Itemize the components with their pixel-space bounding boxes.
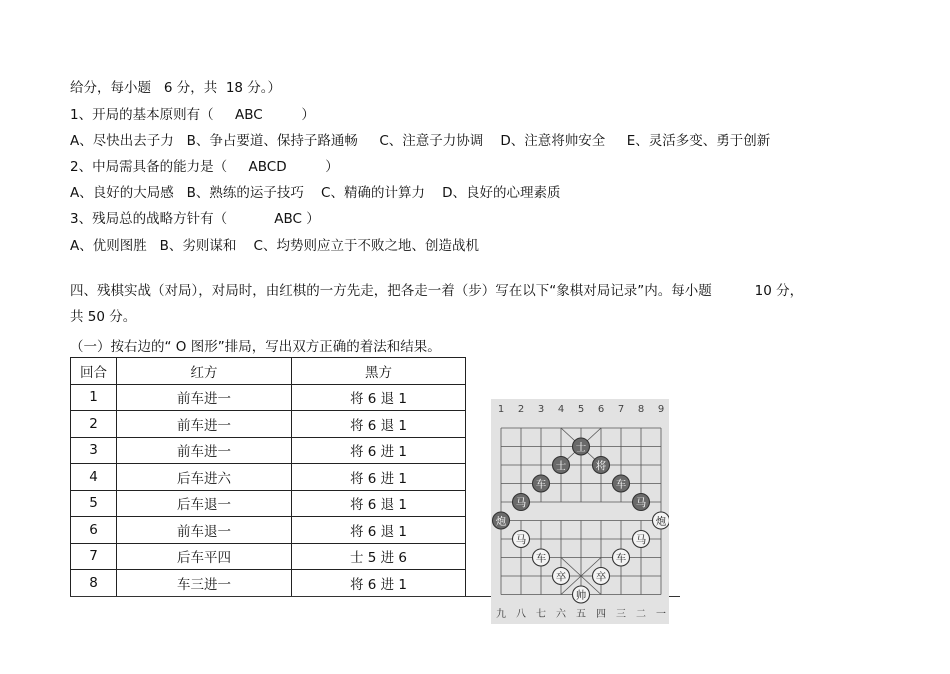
round-cell: 3	[71, 437, 117, 464]
piece-label: 马	[515, 496, 527, 509]
file-label-top: 1	[497, 404, 505, 415]
round-cell: 4	[71, 464, 117, 491]
section-4-heading: 四、残棋实战（对局），对局时，由红棋的一方先走，把各走一着（步）写在以下“象棋对局记录”内。每小题 10 分，	[70, 283, 804, 299]
round-cell: 5	[71, 490, 117, 517]
intro-line: 给分，每小题 6 分，共 18 分。）	[70, 80, 282, 96]
piece-label: 士	[575, 441, 587, 454]
question-1-options: A、尽快出去子力 B、争占要道、保持子路通畅 C、注意子力协调 D、注意将帅安全 E、灵活多变、勇于创新	[70, 133, 771, 149]
piece-label: 车	[615, 552, 627, 565]
red-move-cell: 车三进一	[117, 570, 292, 597]
piece-label: 卒	[595, 570, 607, 583]
question-3: 3、残局总的战略方针有（ ABC ）	[70, 211, 320, 227]
piece-label: 炮	[655, 515, 667, 528]
piece-label: 卒	[555, 570, 567, 583]
table-row	[71, 437, 466, 464]
table-row	[71, 384, 466, 411]
file-label-bottom: 一	[656, 609, 666, 620]
piece-label: 将	[595, 459, 607, 472]
piece-label: 车	[615, 478, 627, 491]
black-move-cell: 将 6 退 1	[292, 490, 466, 517]
black-move-cell: 士 5 进 6	[292, 543, 466, 570]
black-move-cell: 将 6 退 1	[292, 384, 466, 411]
table-row	[71, 517, 466, 544]
black-move-cell: 将 6 进 1	[292, 464, 466, 491]
table-row	[71, 411, 466, 438]
red-move-cell: 后车平四	[117, 543, 292, 570]
file-label-bottom: 二	[636, 609, 646, 620]
piece-label: 士	[555, 459, 567, 472]
table-row	[71, 464, 466, 491]
file-label-bottom: 四	[596, 609, 606, 620]
red-move-cell: 前车进一	[117, 384, 292, 411]
file-label-bottom: 八	[516, 609, 526, 620]
piece-label: 车	[535, 478, 547, 491]
round-cell: 8	[71, 570, 117, 597]
round-cell: 1	[71, 384, 117, 411]
piece-label: 帅	[575, 589, 587, 602]
file-label-bottom: 六	[556, 609, 566, 620]
file-label-top: 5	[577, 404, 585, 415]
question-1: 1、开局的基本原则有（ ABC ）	[70, 107, 315, 123]
piece-label: 马	[635, 533, 647, 546]
file-label-top: 4	[557, 404, 565, 415]
chess-board-diagram	[491, 399, 669, 624]
table-row	[71, 490, 466, 517]
file-label-bottom: 三	[616, 609, 626, 620]
file-label-top: 8	[637, 404, 645, 415]
file-label-top: 3	[537, 404, 545, 415]
file-label-top: 9	[657, 404, 665, 415]
red-move-cell: 前车进一	[117, 411, 292, 438]
file-label-bottom: 五	[576, 609, 586, 620]
subsection-1-instruction: （一）按右边的“ O 图形”排局，写出双方正确的着法和结果。	[70, 339, 441, 355]
black-move-cell: 将 6 进 1	[292, 570, 466, 597]
file-label-bottom: 九	[496, 609, 506, 620]
header-red: 红方	[117, 358, 292, 385]
round-cell: 6	[71, 517, 117, 544]
file-label-top: 6	[597, 404, 605, 415]
xiangqi-board-svg	[491, 399, 669, 624]
black-move-cell: 将 6 退 1	[292, 411, 466, 438]
round-cell: 7	[71, 543, 117, 570]
piece-label: 炮	[495, 515, 507, 528]
red-move-cell: 前车进一	[117, 437, 292, 464]
red-move-cell: 后车退一	[117, 490, 292, 517]
header-black: 黑方	[292, 358, 466, 385]
header-round: 回合	[71, 358, 117, 385]
round-cell: 2	[71, 411, 117, 438]
question-2: 2、中局需具备的能力是（ ABCD ）	[70, 159, 339, 175]
table-row	[71, 570, 466, 597]
piece-label: 车	[535, 552, 547, 565]
black-move-cell: 将 6 进 1	[292, 437, 466, 464]
red-move-cell: 后车进六	[117, 464, 292, 491]
file-label-top: 2	[517, 404, 525, 415]
red-move-cell: 前车退一	[117, 517, 292, 544]
question-2-options: A、良好的大局感 B、熟练的运子技巧 C、精确的计算力 D、良好的心理素质	[70, 185, 561, 201]
section-4-points: 共 50 分。	[70, 309, 137, 325]
question-3-options: A、优则图胜 B、劣则谋和 C、均势则应立于不败之地、创造战机	[70, 238, 479, 254]
black-move-cell: 将 6 退 1	[292, 517, 466, 544]
game-record-table	[70, 357, 466, 597]
file-label-bottom: 七	[536, 609, 546, 620]
piece-label: 马	[635, 496, 647, 509]
file-label-top: 7	[617, 404, 625, 415]
table-header-row	[71, 358, 466, 385]
table-row	[71, 543, 466, 570]
piece-label: 马	[515, 533, 527, 546]
